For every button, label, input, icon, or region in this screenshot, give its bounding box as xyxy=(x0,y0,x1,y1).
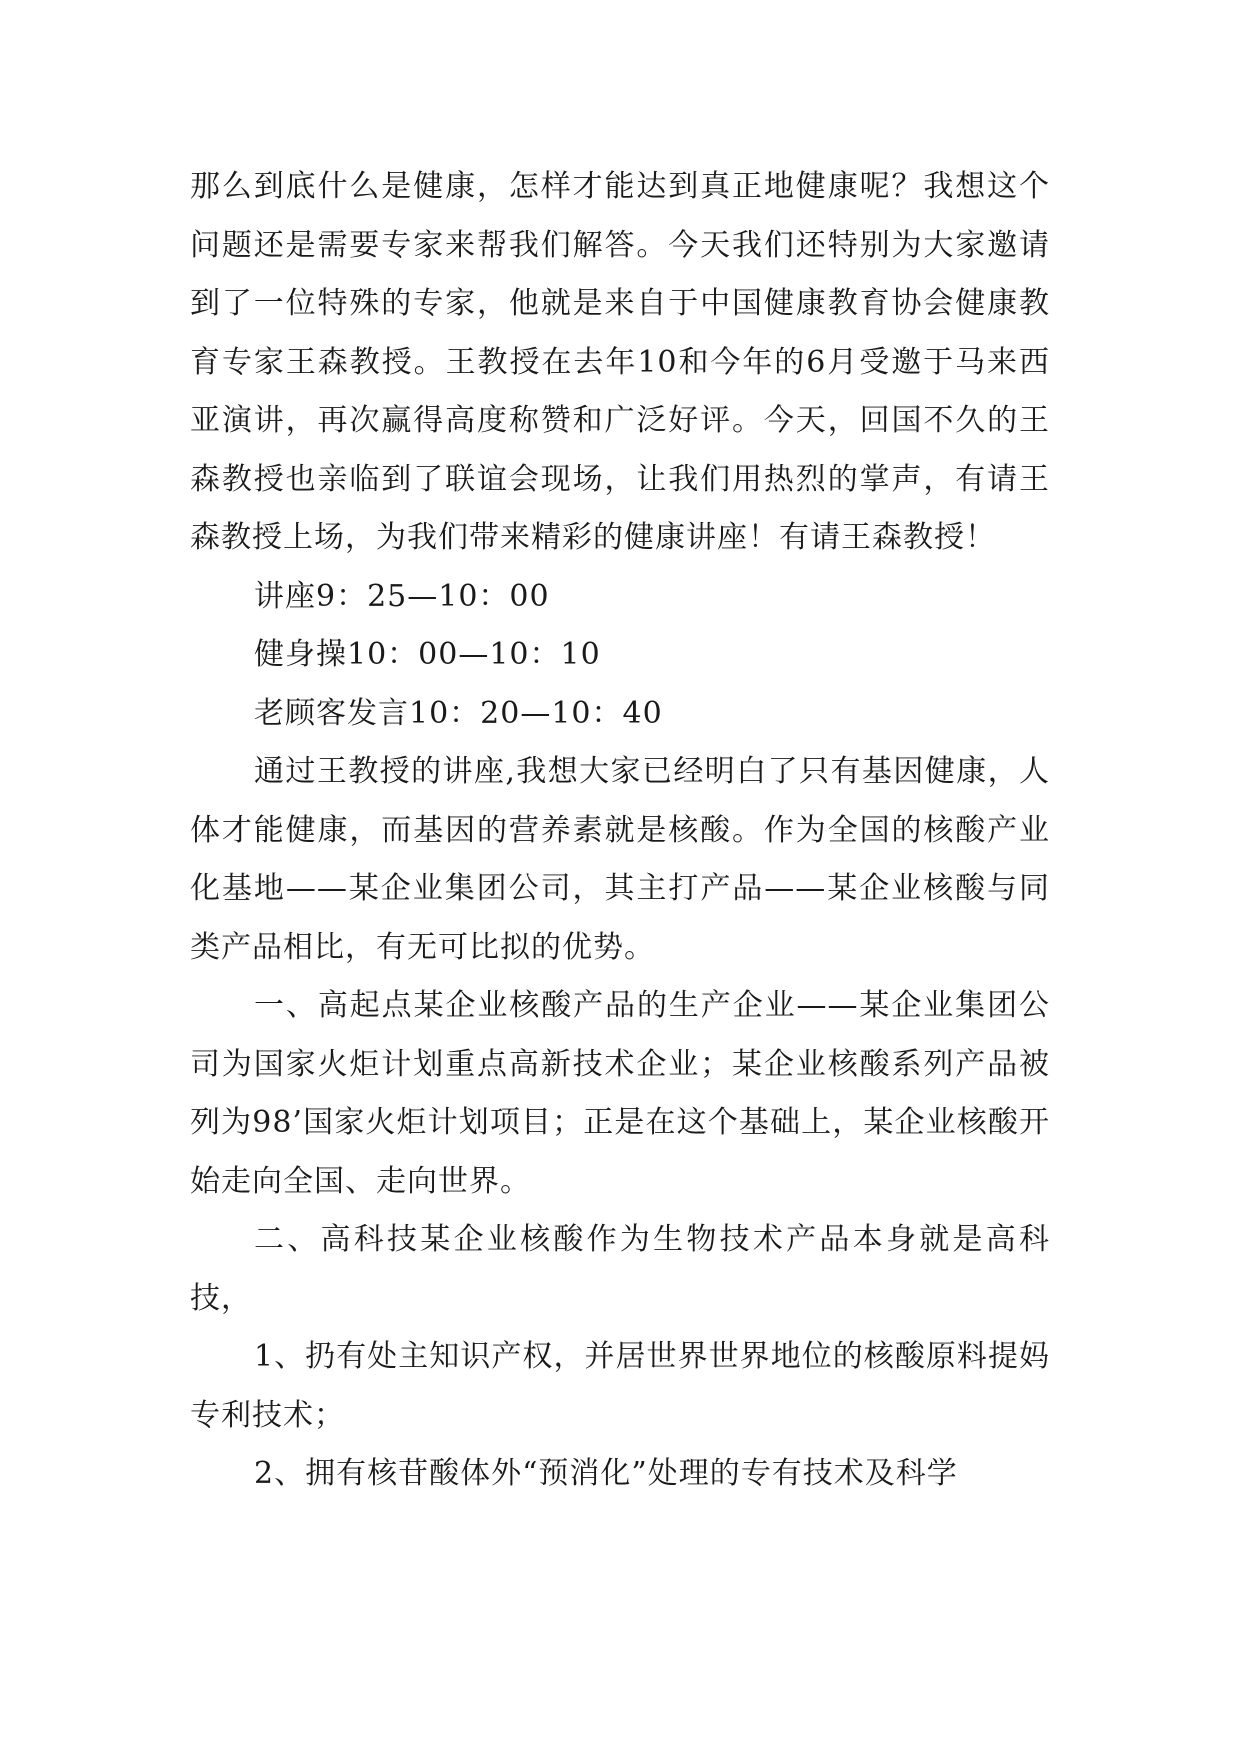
list-item-1: 1、扔有处主知识产权，并居世界世界地位的核酸原料提妈专利技术； xyxy=(190,1339,1050,1433)
paragraph-point-one: 一、高起点某企业核酸产品的生产企业——某企业集团公司为国家火炬计划重点高新技术企业；某企业核酸系列产品被列为98’国家火炬计划项目；正是在这个基础上，某企业核酸开始走向全国、走向世界。 xyxy=(190,988,1050,1199)
schedule-exercise: 健身操10：00—10：10 xyxy=(254,637,601,672)
paragraph-point-two: 二、高科技某企业核酸作为生物技术产品本身就是高科技， xyxy=(190,1222,1050,1316)
schedule-speech: 老顾客发言10：20—10：40 xyxy=(254,695,663,731)
schedule-lecture: 讲座9：25—10：00 xyxy=(254,578,550,614)
list-item-2: 2、拥有核苷酸体外“预消化”处理的专有技术及科学 xyxy=(254,1456,958,1491)
paragraph-lecture-summary: 通过王教授的讲座,我想大家已经明白了只有基因健康，人体才能健康，而基因的营养素就是核酸。作为全国的核酸产业化基地——某企业集团公司，其主打产品——某企业核酸与同类产品相比，有无可比拟的优势。 xyxy=(190,754,1050,965)
document-body xyxy=(190,158,1050,1504)
paragraph-intro: 那么到底什么是健康，怎样才能达到真正地健康呢？我想这个问题还是需要专家来帮我们解答。今天我们还特别为大家邀请到了一位特殊的专家，他就是来自于中国健康教育协会健康教育专家王森教授。王教授在去年10和今年的6月受邀于马来西亚演讲，再次赢得高度称赞和广泛好评。今天，回国不久的王森教授也亲临到了联谊会现场，让我们用热烈的掌声，有请王森教授上场，为我们带来精彩的健康讲座！有请王森教授！ xyxy=(190,169,1050,555)
